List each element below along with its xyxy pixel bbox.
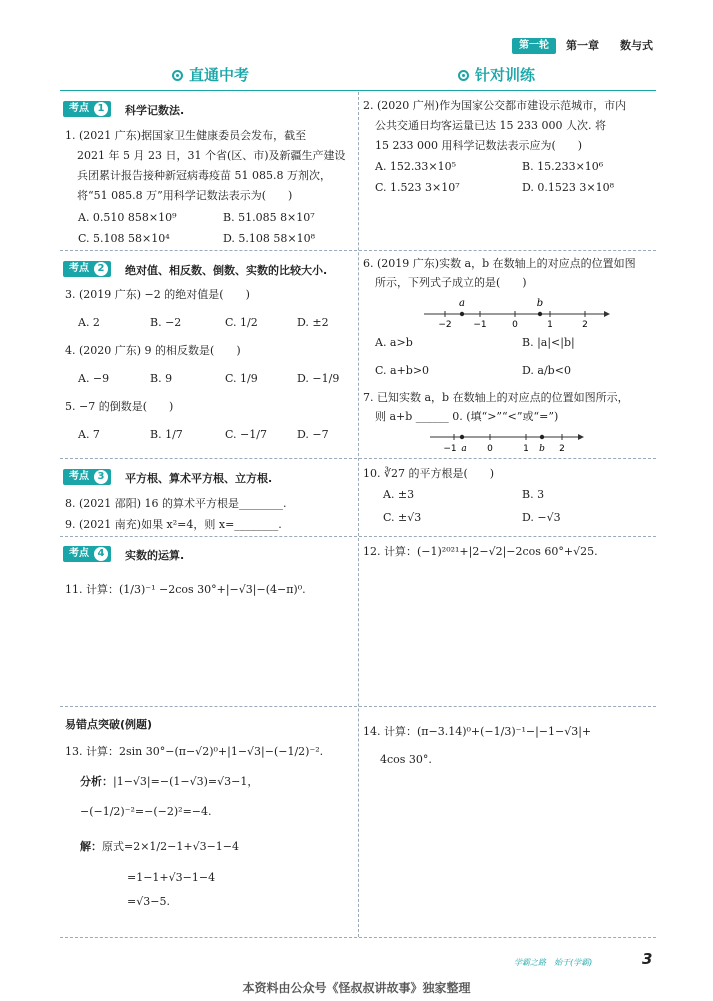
q7-number-line (428, 425, 584, 455)
q13-analysis: 分析：|1−√3|=−(1−√3)=√3−1， (80, 775, 259, 788)
row-divider (60, 458, 656, 459)
page-number: 3 (642, 950, 653, 968)
q4-option: D. −1/9 (297, 372, 340, 385)
q2-line: 2. (2020 广州)作为国家公交都市建设示范城市，市内 (363, 99, 627, 112)
credit-line: 本资料由公众号《怪叔叔讲故事》独家整理 (242, 981, 471, 995)
q6-option: A. a>b (375, 336, 413, 349)
q3-option: C. 1/2 (225, 316, 258, 329)
chapter-title: 数与式 (620, 39, 653, 52)
q5-stem: 5. −7 的倒数是( ) (65, 400, 174, 413)
q6-line: 6. (2019 广东)实数 a，b 在数轴上的对应点的位置如图 (363, 257, 636, 270)
kaodian-badge-4: 考点 4 (63, 546, 111, 562)
q1-option: A. 0.510 858×10⁹ (78, 211, 177, 224)
q14-line: 4cos 30°. (380, 753, 432, 766)
svg-text:1: 1 (523, 444, 529, 454)
section-left-title: 直通中考 (172, 64, 249, 85)
q4-option: A. −9 (78, 372, 110, 385)
q2-option: C. 1.523 3×10⁷ (375, 181, 460, 194)
q2-line: 15 233 000 用科学记数法表示应为( ) (375, 139, 583, 152)
q8-stem: 8. (2021 邵阳) 16 的算术平方根是________. (65, 497, 287, 510)
kaodian-title-4: 实数的运算. (125, 549, 185, 562)
q3-option: B. −2 (150, 316, 182, 329)
svg-text:−2: −2 (438, 320, 452, 330)
q1-line: 2021 年 5 月 23 日，31 个省(区、市)及新疆生产建设 (77, 149, 346, 162)
svg-text:−1: −1 (473, 320, 487, 330)
q9-stem: 9. (2021 南充)如果 x²=4，则 x=________. (65, 518, 282, 531)
svg-text:a: a (461, 444, 467, 454)
row-divider (60, 536, 656, 537)
q4-stem: 4. (2020 广东) 9 的相反数是( ) (65, 344, 241, 357)
q1-line: 将“51 085.8 万”用科学记数法表示为( ) (77, 189, 293, 202)
svg-text:0: 0 (487, 444, 493, 454)
kaodian-badge-1: 考点 1 (63, 101, 111, 117)
q5-option: C. −1/7 (225, 428, 267, 441)
q6-option: B. |a|<|b| (522, 336, 575, 349)
row-divider (60, 250, 656, 251)
q4-option: C. 1/9 (225, 372, 258, 385)
q12-stem: 12. 计算：(−1)²⁰²¹+|2−√2|−2cos 60°+√25. (363, 545, 598, 558)
q7-line: 7. 已知实数 a，b 在数轴上的对应点的位置如图所示， (363, 391, 629, 404)
q2-option: A. 152.33×10⁵ (375, 160, 457, 173)
kaodian-badge-2: 考点 2 (63, 261, 111, 277)
q6-number-line (420, 294, 610, 330)
q7-line: 则 a+b ______ 0. (填“>”“<”或“=”) (375, 410, 559, 423)
q10-option: A. ±3 (383, 488, 415, 501)
kaodian-title-3: 平方根、算术平方根、立方根. (125, 472, 273, 485)
q1-option: D. 5.108 58×10⁸ (223, 232, 316, 245)
round-badge: 第一轮 (512, 38, 556, 54)
point-b (540, 435, 544, 439)
q2-option: D. 0.1523 3×10⁸ (522, 181, 615, 194)
q11-stem: 11. 计算：(1/3)⁻¹ −2cos 30°+|−√3|−(4−π)⁰. (65, 583, 306, 596)
q14-line: 14. 计算：(π−3.14)⁰+(−1/3)⁻¹−|−1−√3|+ (363, 725, 592, 738)
q10-option: C. ±√3 (383, 511, 422, 524)
q1-option: B. 51.085 8×10⁷ (223, 211, 315, 224)
q10-stem: 10. ∛27 的平方根是( ) (363, 467, 495, 480)
kaodian-title-1: 科学记数法. (125, 104, 185, 117)
column-divider (358, 92, 359, 937)
q6-option: C. a+b>0 (375, 364, 430, 377)
q1-line: 兵团累计报告接种新冠病毒疫苗 51 085.8 万剂次， (77, 169, 331, 182)
svg-text:2: 2 (559, 444, 565, 454)
q5-option: D. −7 (297, 428, 329, 441)
q10-option: D. −√3 (522, 511, 561, 524)
kaodian-title-2: 绝对值、相反数、倒数、实数的比较大小. (125, 264, 328, 277)
q13-solution: =1−1+√3−1−4 (127, 871, 216, 884)
yicuo-title: 易错点突破(例题) (65, 718, 153, 731)
q10-option: B. 3 (522, 488, 545, 501)
svg-text:2: 2 (582, 320, 588, 330)
q13-analysis: −(−1/2)⁻²=−(−2)²=−4. (80, 805, 212, 818)
q13-solution: =√3−5. (127, 895, 170, 908)
target-icon (458, 70, 469, 81)
q2-option: B. 15.233×10⁶ (522, 160, 604, 173)
top-rule (60, 90, 656, 91)
svg-text:a: a (459, 298, 465, 309)
svg-text:b: b (536, 298, 544, 309)
svg-text:1: 1 (547, 320, 553, 330)
q3-option: D. ±2 (297, 316, 329, 329)
svg-text:−1: −1 (443, 444, 457, 454)
point-b (538, 312, 542, 316)
q5-option: B. 1/7 (150, 428, 183, 441)
chapter-label: 第一章 (566, 39, 599, 52)
q4-option: B. 9 (150, 372, 173, 385)
q1-option: C. 5.108 58×10⁴ (78, 232, 170, 245)
point-a (460, 312, 464, 316)
q3-stem: 3. (2019 广东) −2 的绝对值是( ) (65, 288, 250, 301)
q1-line: 1. (2021 广东)据国家卫生健康委员会发布，截至 (65, 129, 307, 142)
kaodian-badge-3: 考点 3 (63, 469, 111, 485)
svg-text:0: 0 (512, 320, 518, 330)
point-a (460, 435, 464, 439)
svg-text:b: b (539, 444, 545, 454)
q13-stem: 13. 计算：2sin 30°−(π−√2)⁰+|1−√3|−(−1/2)⁻². (65, 745, 324, 758)
row-divider (60, 937, 656, 938)
q5-option: A. 7 (78, 428, 100, 441)
footer-slogan: 学霸之路 始于(学霸) (514, 958, 593, 967)
section-right-title: 针对训练 (458, 64, 535, 85)
q3-option: A. 2 (78, 316, 100, 329)
target-icon (172, 70, 183, 81)
q2-line: 公共交通日均客运量已达 15 233 000 人次. 将 (375, 119, 606, 132)
q6-line: 所示，下列式子成立的是( ) (375, 276, 527, 289)
row-divider (60, 706, 656, 707)
q13-solution: 解：原式=2×1/2−1+√3−1−4 (80, 840, 240, 853)
q6-option: D. a/b<0 (522, 364, 571, 377)
